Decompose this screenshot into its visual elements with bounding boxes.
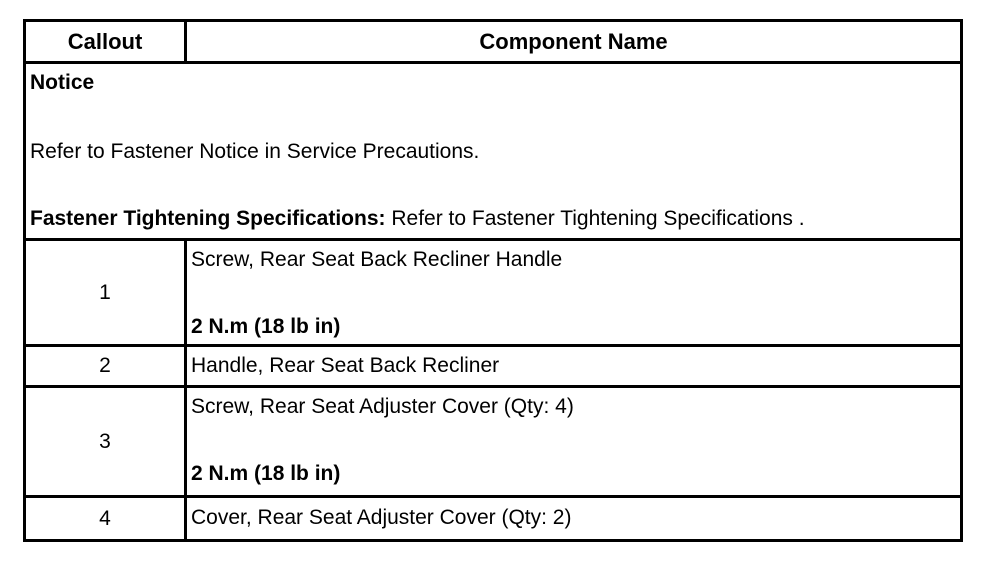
table-row-callout	[26, 241, 184, 344]
notice-text: Refer to Fastener Notice in Service Precautions.	[30, 140, 480, 163]
callout-number: 2	[99, 354, 111, 377]
table-row-callout	[26, 388, 184, 495]
callout-header	[26, 22, 184, 61]
notice-block	[26, 64, 960, 238]
torque-spec: 2 N.m (18 lb in)	[191, 315, 341, 338]
fastener-spec-line	[30, 207, 805, 231]
components-table	[23, 19, 963, 542]
component-name: Screw, Rear Seat Adjuster Cover (Qty: 4)	[191, 395, 574, 418]
fastener-spec-text: Refer to Fastener Tightening Specifications .	[385, 207, 805, 230]
callout-number: 3	[99, 429, 111, 453]
table-row-component	[187, 498, 960, 539]
callout-header-label: Callout	[67, 28, 143, 54]
callout-number: 4	[99, 506, 111, 530]
table-row-callout	[26, 498, 184, 539]
table-row-component	[187, 241, 960, 344]
fastener-spec-label: Fastener Tightening Specifications:	[30, 207, 386, 230]
component-name-header-label: Component Name	[479, 28, 668, 54]
component-name-header	[187, 22, 960, 61]
callout-number: 1	[99, 280, 111, 304]
component-name: Handle, Rear Seat Back Recliner	[191, 354, 500, 377]
torque-spec: 2 N.m (18 lb in)	[191, 462, 341, 485]
component-name: Screw, Rear Seat Back Recliner Handle	[191, 248, 563, 271]
table-row-component	[187, 347, 960, 385]
notice-title: Notice	[30, 71, 95, 94]
table-row-component	[187, 388, 960, 495]
table-row-callout	[26, 347, 184, 385]
component-name: Cover, Rear Seat Adjuster Cover (Qty: 2)	[191, 506, 572, 529]
